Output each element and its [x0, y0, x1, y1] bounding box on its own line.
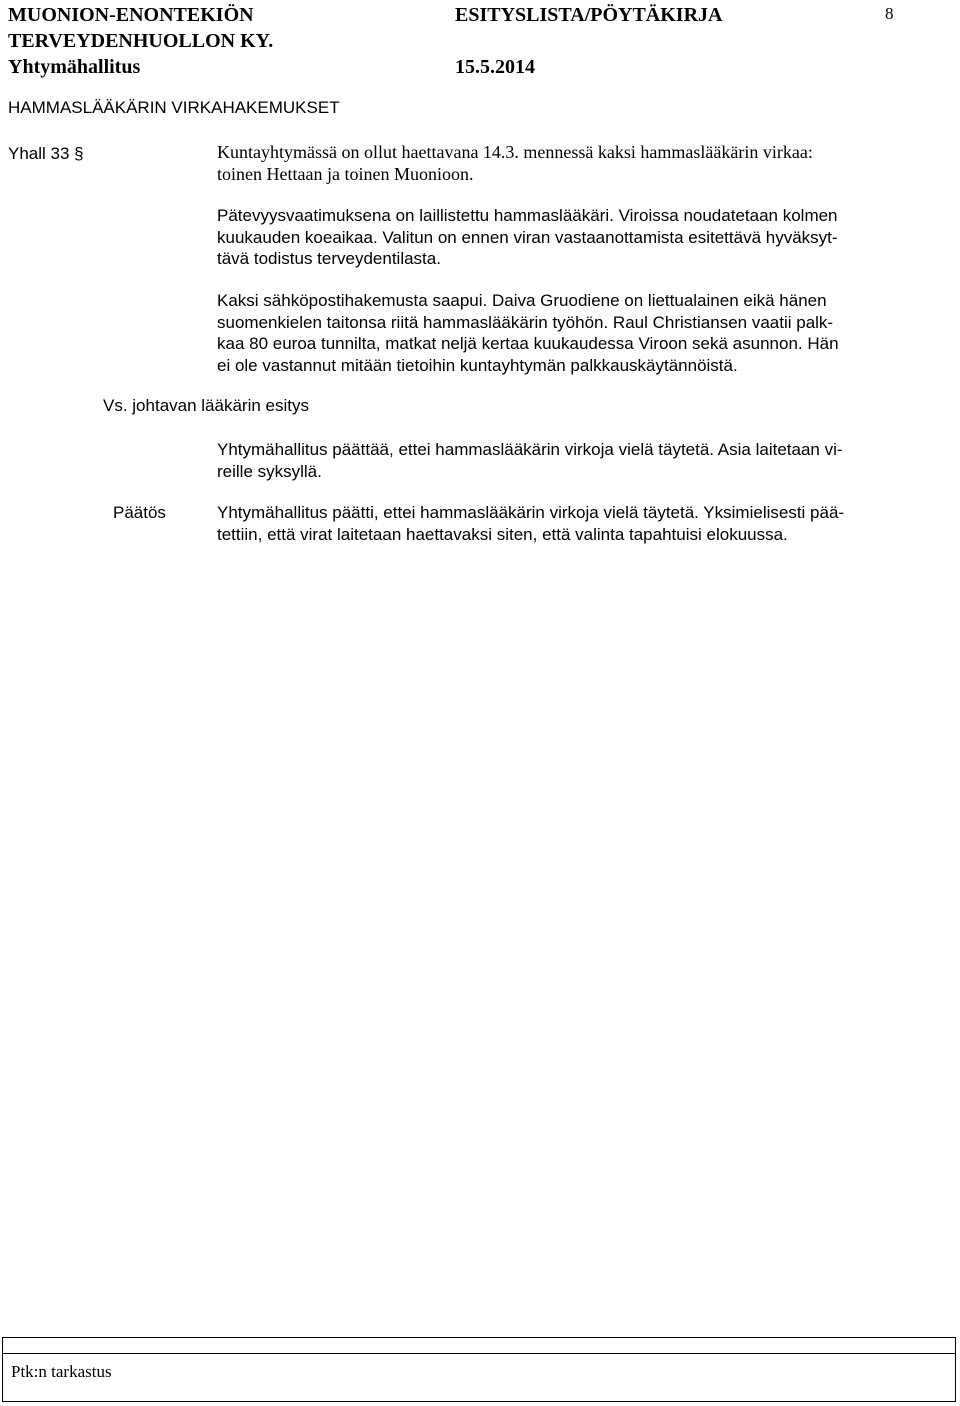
paragraph-line: Kuntayhtymässä on ollut haettavana 14.3. mennessä kaksi hammaslääkärin virkaa: [217, 142, 813, 162]
meeting-date: 15.5.2014 [455, 56, 535, 78]
decision-label: Päätös [113, 503, 166, 522]
paragraph-line: kaa 80 euroa tunnilta, matkat neljä kertaa kuukaudessa Viroon sekä asunnon. Hän [217, 334, 839, 353]
minutes-check-box [2, 1337, 956, 1402]
case-number: Yhall 33 § [8, 144, 84, 163]
paragraph-line: ei ole vastannut mitään tietoihin kuntayhtymän palkkauskäytännöistä. [217, 355, 738, 375]
paragraph-requirements [217, 205, 838, 270]
section-title: HAMMASLÄÄKÄRIN VIRKAHAKEMUKSET [8, 98, 340, 117]
paragraph-line: Yhtymähallitus päättää, ettei hammaslääkärin virkoja vielä täytetä. Asia laitetaan vi- [217, 440, 843, 459]
paragraph-line: suomenkielen taitonsa riitä hammaslääkärin työhön. Raul Christiansen vaatii palk- [217, 312, 834, 332]
paragraph-line: reille syksyllä. [217, 461, 322, 481]
paragraph-applications [217, 142, 813, 185]
proposal-text [217, 439, 843, 482]
footer-divider [3, 1353, 955, 1354]
minutes-check-label: Ptk:n tarkastus [11, 1362, 112, 1381]
org-name-line1: MUONION-ENONTEKIÖN [8, 4, 254, 26]
paragraph-line: Pätevyysvaatimuksena on laillistettu hammaslääkäri. Viroissa noudatetaan kolmen [217, 206, 838, 225]
page-number: 8 [885, 4, 894, 23]
paragraph-applicants [217, 290, 839, 376]
doc-type: ESITYSLISTA/PÖYTÄKIRJA [455, 4, 723, 26]
paragraph-line: tävä todistus terveydentilasta. [217, 249, 441, 268]
proposal-label: Vs. johtavan lääkärin esitys [103, 396, 309, 415]
paragraph-line: kuukauden koeaikaa. Valitun on ennen viran vastaanottamista esitettävä hyväksyt- [217, 227, 838, 247]
paragraph-line: Yhtymähallitus päätti, ettei hammaslääkärin virkoja vielä täytetä. Yksimielisesti pää- [217, 503, 845, 522]
paragraph-line: toinen Hettaan ja toinen Muonioon. [217, 163, 474, 184]
body-name: Yhtymähallitus [8, 56, 141, 78]
org-name-line2: TERVEYDENHUOLLON KY. [8, 30, 274, 52]
decision-text [217, 502, 844, 545]
paragraph-line: tettiin, että virat laitetaan haettavaksi siten, että valinta tapahtuisi elokuussa. [217, 524, 788, 544]
paragraph-line: Kaksi sähköpostihakemusta saapui. Daiva Gruodiene on liettualainen eikä hänen [217, 291, 827, 310]
